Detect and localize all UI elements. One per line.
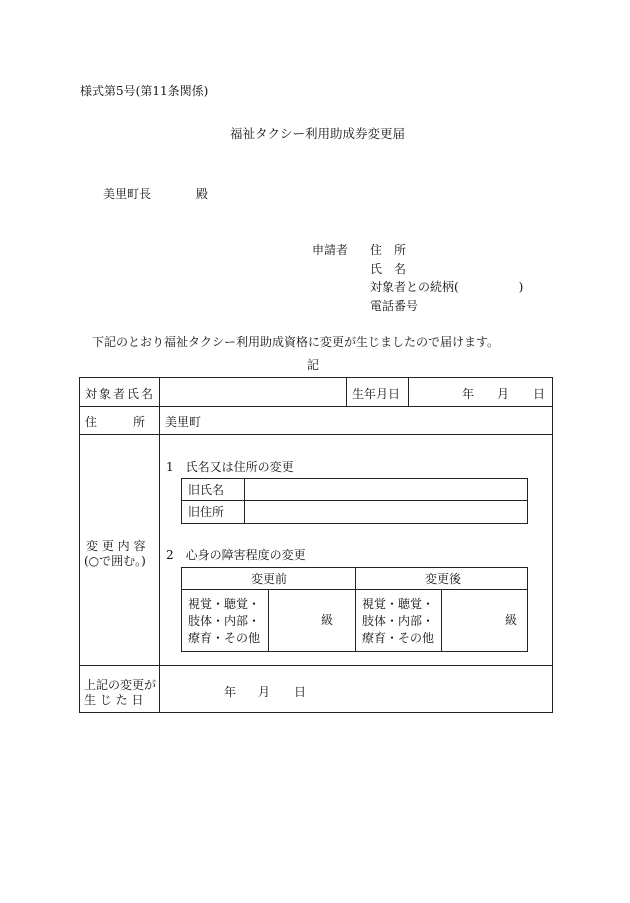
grade-before: 級 xyxy=(321,613,334,627)
applicant-phone-label: 電話番号 xyxy=(370,299,419,313)
subject-name-label: 対象者氏名 xyxy=(85,387,156,401)
table-divider xyxy=(268,589,269,652)
before-header: 変更前 xyxy=(251,572,288,586)
disability-types-before: 視覚・聴覚・ 肢体・内部・ 療育・その他 xyxy=(188,597,261,645)
birth-month-label: 月 xyxy=(497,387,510,401)
item-name-address-change: 1 氏名又は住所の変更 xyxy=(166,460,294,474)
old-address-label: 旧住所 xyxy=(188,505,225,519)
table-divider xyxy=(441,589,442,652)
item-disability-change: 2 心身の障害程度の変更 xyxy=(166,548,306,562)
table-divider xyxy=(79,665,553,666)
applicant-name-label: 氏 名 xyxy=(370,262,407,276)
change-date-label-2: 生 じ た 日 xyxy=(84,693,144,707)
table-divider xyxy=(244,478,245,524)
change-date-label: 上記の変更が xyxy=(84,678,157,692)
applicant-address-label: 住 所 xyxy=(370,243,407,257)
table-divider xyxy=(159,377,160,713)
table-divider xyxy=(79,434,553,435)
addressee-honorific: 殿 xyxy=(196,187,209,201)
birth-day-label: 日 xyxy=(533,387,546,401)
table-divider xyxy=(355,567,356,652)
date-month-label: 月 xyxy=(258,685,271,699)
main-table xyxy=(79,377,553,713)
table-divider xyxy=(346,377,347,406)
birth-date-label: 生年月日 xyxy=(352,387,401,401)
applicant-relation-label: 対象者との続柄( ) xyxy=(370,280,524,294)
after-header: 変更後 xyxy=(425,572,462,586)
birth-year-label: 年 xyxy=(462,387,475,401)
table-divider xyxy=(79,406,553,407)
address-value: 美里町 xyxy=(165,415,202,429)
old-info-table xyxy=(181,478,528,524)
applicant-label: 申請者 xyxy=(312,243,349,257)
form-number: 様式第5号(第11条関係) xyxy=(80,84,209,98)
disability-types-after: 視覚・聴覚・ 肢体・内部・ 療育・その他 xyxy=(362,597,435,645)
page-title: 福祉タクシー利用助成券変更届 xyxy=(230,126,406,141)
table-divider xyxy=(408,377,409,406)
change-content-label: 変 更 内 容 xyxy=(86,539,146,553)
addressee-name: 美里町長 xyxy=(103,187,152,201)
date-day-label: 日 xyxy=(294,685,307,699)
old-name-label: 旧氏名 xyxy=(188,483,225,497)
grade-after: 級 xyxy=(505,613,518,627)
change-content-note: (○で囲む。) xyxy=(84,554,146,568)
table-divider xyxy=(181,500,528,501)
address-label: 住 所 xyxy=(85,415,146,429)
ki-label: 記 xyxy=(307,358,320,372)
date-year-label: 年 xyxy=(224,685,237,699)
intro-text: 下記のとおり福祉タクシー利用助成資格に変更が生じましたので届けます。 xyxy=(92,335,500,349)
